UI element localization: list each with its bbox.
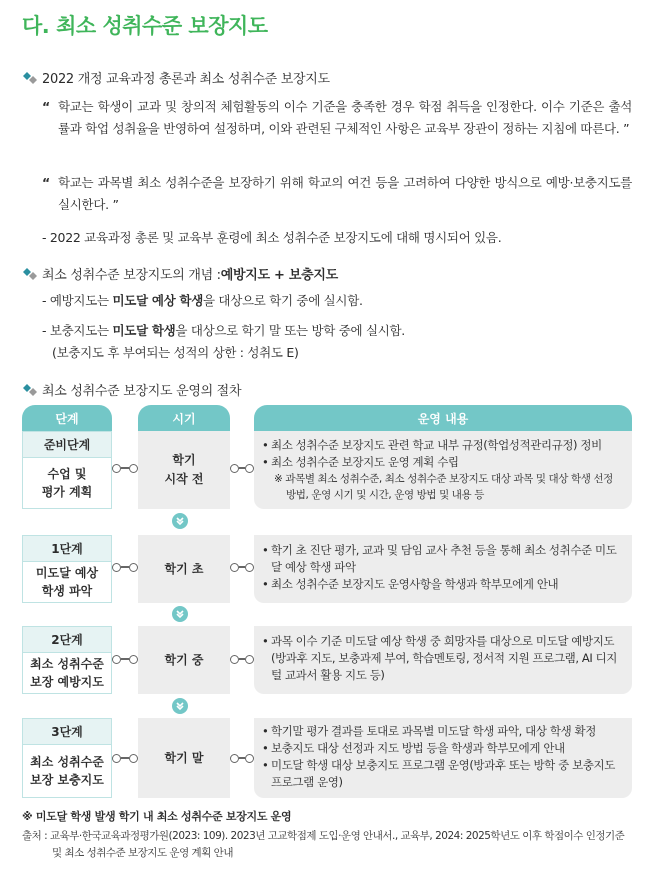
dash-item-curriculum: - 2022 교육과정 총론 및 교육부 훈령에 최소 성취수준 보장지도에 대해 명시되어 있음.: [42, 230, 502, 245]
quote-block-1: [42, 96, 632, 140]
dash-text: 을 대상으로 학기 말 또는 방학 중에 실시함.: [175, 323, 405, 338]
section-heading-bold: 예방지도 + 보충지도: [220, 268, 338, 283]
section-heading-concept: [22, 264, 338, 283]
stage-desc-line: 학생 파악: [41, 584, 93, 598]
time-cell-3: [138, 718, 230, 798]
content-cell-3: [254, 718, 632, 798]
stage-desc-line: 최소 성취수준: [30, 657, 104, 671]
content-item: • 미도달 학생 대상 보충지도 프로그램 운영(방과후 또는 방학 중 보충지도 프로그램 운영): [262, 757, 624, 791]
connector: [112, 561, 138, 573]
diamond-bullet-icon: [22, 383, 38, 397]
stage-desc: [23, 458, 111, 508]
dash-bold: 미도달 예상 학생: [112, 293, 203, 308]
content-item: • 과목 이수 기준 미도달 예상 학생 중 희망자를 대상으로 미도달 예방지도 (방과후 지도, 보충과제 부여, 학습멘토링, 정서적 지원 프로그램, AI 디지털 교과서 활용 지도 등): [262, 633, 624, 684]
chevron-down-icon: [172, 513, 188, 529]
source-line: 출처 : 교육부·한국교육과정평가원(2023: 109). 2023년 고교학점제 도입·운영 안내서., 교육부, 2024: 2025학년도 이후 학점이수 인정기준: [22, 830, 625, 842]
content-item: • 최소 성취수준 보장지도 운영사항을 학생과 학부모에게 안내: [262, 576, 624, 593]
stage-desc: [23, 653, 111, 693]
content-cell-prep: [254, 431, 632, 509]
connector: [230, 462, 254, 474]
time-line: 학기 말: [164, 750, 204, 765]
time-line: 학기: [172, 453, 196, 467]
content-cell-1: [254, 535, 632, 603]
dash-subline: (보충지도 후 부여되는 성적의 상한 : 성취도 E): [52, 345, 299, 360]
time-line: 학기 중: [164, 652, 204, 667]
stage-label: 2단계: [23, 627, 111, 653]
dash-item-prevention: [42, 290, 363, 312]
dash-text: - 보충지도는: [42, 323, 113, 338]
stage-desc-line: 미도달 예상: [35, 566, 99, 580]
source-citation: [22, 828, 632, 862]
source-line: 및 최소 성취수준 보장지도 운영 계획 안내: [52, 847, 233, 859]
page-title: 다. 최소 성취수준 보장지도: [22, 14, 268, 38]
quote-text: 학교는 학생이 교과 및 창의적 체험활동의 이수 기준을 충족한 경우 학점 취득을 인정한다. 이수 기준은 출석률과 학업 성취율을 반영하여 설정하며, 이와 관련된 구체적인 사항은 교육부 장관이 정하는 지침에 따른다. ”: [58, 99, 632, 136]
stage-cell-3: [22, 718, 112, 798]
diamond-bullet-icon: [22, 267, 38, 281]
content-item: • 학기말 평가 결과를 토대로 과목별 미도달 학생 파악, 대상 학생 확정: [262, 723, 624, 740]
stage-cell-1: [22, 535, 112, 603]
stage-desc-line: 보장 보충지도: [30, 773, 104, 787]
chevron-down-icon: [172, 606, 188, 622]
time-cell-prep: [138, 431, 230, 509]
quote-block-2: [42, 172, 632, 216]
stage-desc-line: 보장 예방지도: [30, 675, 104, 689]
dash-text: 을 대상으로 학기 중에 실시함.: [202, 293, 363, 308]
connector: [230, 561, 254, 573]
quote-text: 학교는 과목별 최소 성취수준을 보장하기 위해 학교의 여건 등을 고려하여 다양한 방식으로 예방·보충지도를 실시한다. ”: [58, 175, 632, 212]
time-line: 학기 초: [164, 561, 204, 576]
stage-label: 1단계: [23, 536, 111, 562]
content-cell-2: [254, 626, 632, 694]
time-cell-2: [138, 626, 230, 694]
stage-label: 3단계: [23, 719, 111, 745]
stage-desc-line: 수업 및: [47, 467, 87, 481]
column-header-stage: 단계: [22, 405, 112, 431]
section-heading-curriculum: [22, 68, 330, 87]
dash-item-supplement: [42, 320, 405, 364]
time-line: 시작 전: [164, 472, 204, 486]
footnote: ※ 미도달 학생 발생 학기 내 최소 성취수준 보장지도 운영: [22, 810, 292, 823]
dash-text: - 예방지도는: [42, 293, 113, 308]
stage-desc-line: 평가 계획: [41, 485, 93, 499]
section-heading-text: 최소 성취수준 보장지도의 개념 :: [42, 268, 221, 283]
stage-cell-prep: [22, 431, 112, 509]
stage-cell-2: [22, 626, 112, 694]
column-header-time: 시기: [138, 405, 230, 431]
connector: [112, 462, 138, 474]
quote-mark: “: [42, 99, 50, 114]
diamond-bullet-icon: [22, 71, 38, 85]
stage-desc-line: 최소 성취수준: [30, 755, 104, 769]
quote-mark: “: [42, 175, 50, 190]
dash-bold: 미도달 학생: [112, 323, 176, 338]
column-header-content: 운영 내용: [254, 405, 632, 431]
chevron-down-icon: [172, 698, 188, 714]
time-cell-1: [138, 535, 230, 603]
connector: [230, 752, 254, 764]
stage-desc: [23, 745, 111, 797]
section-heading-text: 2022 개정 교육과정 총론과 최소 성취수준 보장지도: [42, 72, 330, 87]
content-note: ※ 과목별 최소 성취수준, 최소 성취수준 보장지도 대상 과목 및 대상 학생 선정 방법, 운영 시기 및 시간, 운영 방법 및 내용 등: [274, 473, 613, 501]
stage-label: 준비단계: [23, 432, 111, 458]
content-item: • 최소 성취수준 보장지도 관련 학교 내부 규정(학업성적관리규정) 정비: [262, 437, 624, 454]
content-item: • 보충지도 대상 선정과 지도 방법 등을 학생과 학부모에게 안내: [262, 740, 624, 757]
stage-desc: [23, 562, 111, 602]
section-heading-procedure: [22, 380, 241, 399]
content-item: • 최소 성취수준 보장지도 운영 계획 수립: [262, 454, 624, 471]
connector: [112, 653, 138, 665]
content-item: • 학기 초 진단 평가, 교과 및 담임 교사 추천 등을 통해 최소 성취수준 미도달 예상 학생 파악: [262, 542, 624, 576]
section-heading-text: 최소 성취수준 보장지도 운영의 절차: [42, 384, 242, 399]
connector: [112, 752, 138, 764]
connector: [230, 653, 254, 665]
